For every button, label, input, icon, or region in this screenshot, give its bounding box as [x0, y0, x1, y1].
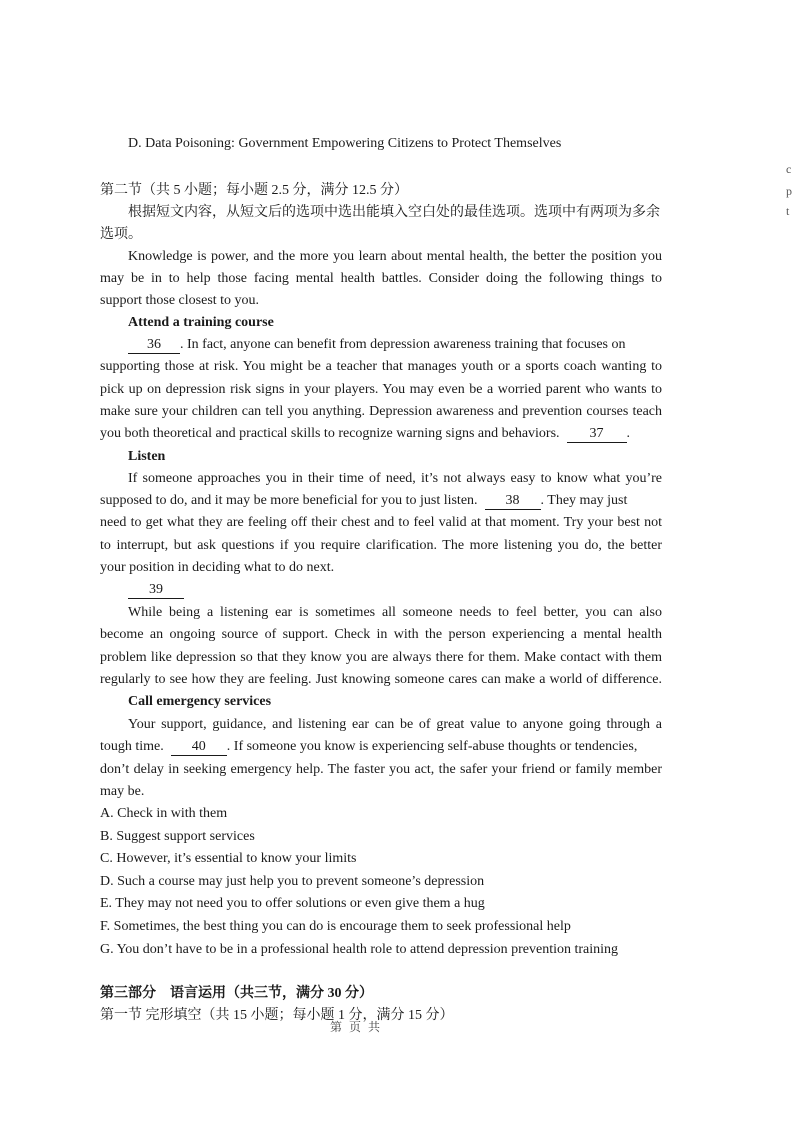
previous-question-option-d: D. Data Poisoning: Government Empowering Citizens to Protect Themselves	[128, 136, 562, 151]
paragraph2-text: . They may just	[540, 493, 628, 508]
paragraph4-line1: Your support, guidance, and listening ear can be of great value to anyone going through a	[128, 717, 662, 732]
section2-header: 第二节（共 5 小题；每小题 2.5 分，满分 12.5 分）	[100, 183, 408, 198]
option-g[interactable]: G. You don’t have to be in a professional health role to attend depression prevention training	[100, 942, 619, 957]
paragraph3-line3: problem like depression so that they know you are always there for them. Make contact with them	[100, 650, 662, 665]
edge-fragment-1: c	[786, 162, 792, 176]
paragraph3-line2: become an ongoing source of support. Check in with the person experiencing a mental health	[100, 627, 662, 642]
page-footer-fragment: 第 页 共	[330, 1020, 383, 1034]
option-c[interactable]: C. However, it’s essential to know your limits	[100, 851, 357, 866]
paragraph3-line4: regularly to see how they are feeling. Just knowing someone cares can make a world of difference.	[100, 672, 662, 687]
paragraph1-period: .	[626, 426, 631, 441]
paragraph1-line3: pick up on depression risk signs in your players. You may even be a worried parent who wants to	[100, 382, 662, 397]
paragraph2-text: supposed to do, and it may be more beneficial for you to just listen.	[100, 493, 478, 508]
paragraph2-line2	[100, 491, 627, 511]
passage-intro-line3: support those closest to you.	[100, 293, 260, 308]
passage-intro-line2: may be in to help those facing mental health battles. Consider doing the following things to	[100, 271, 662, 286]
option-e[interactable]: E. They may not need you to offer solutions or even give them a hug	[100, 896, 485, 911]
section2-instruction-line2: 选项。	[100, 227, 142, 242]
paragraph4-line2	[100, 737, 637, 757]
blank-36[interactable]: 36	[128, 337, 180, 354]
paragraph4-line4: may be.	[100, 784, 145, 799]
paragraph4-text: . If someone you know is experiencing self-abuse thoughts or tendencies,	[226, 739, 638, 754]
edge-fragment-3: t	[786, 204, 790, 218]
option-a[interactable]: A. Check in with them	[100, 806, 228, 821]
paragraph2-line1: If someone approaches you in their time of need, it’s not always easy to know what you’re	[128, 471, 662, 486]
part3-section1-header: 第一节 完形填空（共 15 小题；每小题 1 分，满分 15 分）	[100, 1008, 454, 1023]
paragraph1-line5	[100, 424, 630, 444]
blank-40[interactable]: 40	[171, 739, 227, 756]
paragraph1-line2: supporting those at risk. You might be a teacher that manages youth or a sports coach wanting to	[100, 359, 662, 374]
edge-fragment-2: p	[786, 184, 792, 198]
option-d[interactable]: D. Such a course may just help you to prevent someone’s depression	[100, 874, 485, 889]
heading-attend-training-course: Attend a training course	[128, 315, 274, 330]
paragraph2-line5: your position in deciding what to do next.	[100, 560, 335, 575]
paragraph2-line4: to interrupt, but ask questions if you require clarification. The more listening you do, the better	[100, 538, 662, 553]
heading-call-emergency-services: Call emergency services	[128, 694, 272, 709]
heading-listen: Listen	[128, 449, 166, 464]
paragraph1-line1	[128, 335, 662, 355]
paragraph1-line4: make sure your children can tell you anything. Depression awareness and prevention courses teach	[100, 404, 662, 419]
passage-intro-line1: Knowledge is power, and the more you learn about mental health, the better the position you	[128, 249, 662, 264]
option-f[interactable]: F. Sometimes, the best thing you can do is encourage them to seek professional help	[100, 919, 571, 934]
section2-instruction-line1: 根据短文内容，从短文后的选项中选出能填入空白处的最佳选项。选项中有两项为多余	[128, 205, 660, 220]
heading-blank-39	[128, 580, 184, 600]
blank-37[interactable]: 37	[567, 426, 627, 443]
paragraph4-text: tough time.	[100, 739, 164, 754]
paragraph2-line3: need to get what they are feeling off their chest and to feel valid at that moment. Try your best not	[100, 515, 662, 530]
blank-39[interactable]: 39	[128, 582, 184, 599]
paragraph1-text: . In fact, anyone can benefit from depression awareness training that focuses on	[180, 337, 626, 352]
blank-38[interactable]: 38	[485, 493, 541, 510]
paragraph1-text: you both theoretical and practical skills to recognize warning signs and behaviors.	[100, 426, 560, 441]
part3-header: 第三部分 语言运用（共三节，满分 30 分）	[100, 986, 373, 1001]
paragraph4-line3: don’t delay in seeking emergency help. The faster you act, the safer your friend or family member	[100, 762, 662, 777]
paragraph3-line1: While being a listening ear is sometimes all someone needs to feel better, you can also	[128, 605, 662, 620]
option-b[interactable]: B. Suggest support services	[100, 829, 255, 844]
